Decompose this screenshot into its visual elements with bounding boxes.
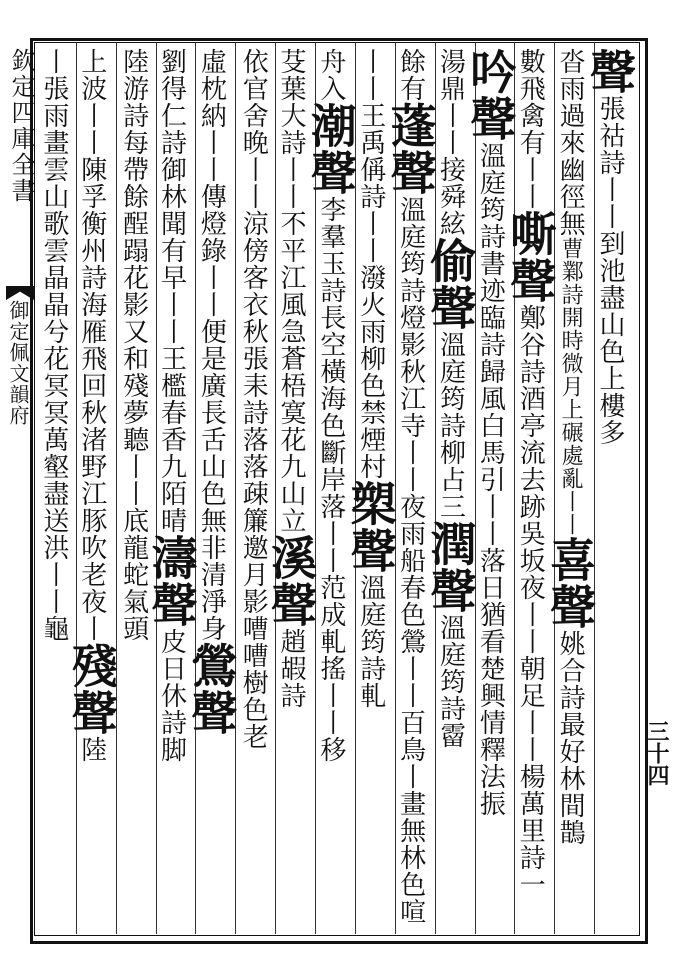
text-column	[383, 48, 438, 925]
headword: 鶯聲	[184, 642, 239, 736]
entry-text: 芟葉	[276, 48, 307, 102]
text-column	[463, 48, 518, 817]
headword: 濤聲	[144, 534, 199, 628]
entry-text: 軋搖丨丨移	[315, 628, 346, 763]
entry-text: 皮日休詩脚	[156, 628, 187, 763]
entry-text: 畫無林色喧	[395, 790, 426, 925]
entry-text: 朝足丨丨楊萬里詩一	[515, 655, 546, 898]
entry-text: 丨張雨畫雲山歌雲晶晶兮花冥冥萬壑盡送洪丨丨	[38, 48, 69, 615]
entry-text: 上波丨丨陳孚衡州詩海雁飛回秋渚野江豚吹老夜丨	[76, 48, 107, 642]
entry-text: 底龍蛇氣頭	[118, 507, 149, 642]
headword: 潮聲	[303, 102, 358, 196]
text-column	[184, 48, 239, 736]
entry-text: 龜	[38, 615, 69, 642]
text-column	[543, 48, 598, 846]
text-column	[303, 48, 358, 763]
entry-text: 姚合詩最好林間鵲	[555, 630, 586, 846]
entry-text: 溫庭筠詩書迹臨	[475, 142, 506, 331]
headword: 聲	[582, 48, 637, 95]
entry-text: 鄭谷詩酒亭流去跡吳坂夜丨丨	[515, 304, 546, 655]
book-title: 御定佩文韻府	[6, 300, 30, 426]
entry-text: 溫庭筠詩軋	[355, 574, 386, 709]
entry-text: 沓雨過來幽徑無	[555, 48, 586, 237]
entry-text: 劉得仁詩御林聞有早丨丨王檻春香九陌晴	[156, 48, 187, 534]
entry-text: 陸游詩每帶餘酲蹋花影又和殘夢聽丨丨	[118, 48, 149, 507]
entry-text: 樹色老	[238, 669, 269, 750]
text-column	[144, 48, 199, 763]
text-column	[64, 48, 119, 763]
entry-text: 數飛禽有丨丨	[515, 48, 546, 210]
entry-text: 依官舍晚丨丨涼傍客衣秋張耒詩落落疎簾邀月影嘈嘈	[238, 48, 269, 669]
text-column	[118, 48, 154, 642]
entry-text: 春色鶯丨丨百鳥丨	[395, 574, 426, 790]
entry-text: 張祜詩丨丨到池盡山色上樓多	[594, 95, 625, 446]
page-number: 三十四	[644, 720, 670, 786]
headword: 偷聲	[423, 237, 478, 331]
text-column	[264, 48, 319, 709]
text-column	[582, 48, 637, 446]
headword: 嘶聲	[503, 210, 558, 304]
entry-text: 大詩丨丨不平江風急蒼梧寞花九山立	[276, 102, 307, 534]
entry-text: 溫庭筠詩柳占三	[435, 331, 466, 520]
text-column	[237, 48, 273, 750]
text-column	[423, 48, 478, 749]
entry-text: 陸	[76, 736, 107, 763]
headword: 吟聲	[463, 48, 518, 142]
headword: 喜聲	[543, 536, 598, 630]
entry-text: 溫庭筠詩燈影秋江寺丨丨夜雨船	[395, 196, 426, 574]
entry-text: 溫庭筠詩霤	[435, 614, 466, 749]
entry-text: 虛枕納丨丨傳燈錄丨丨便是廣長舌山色無非清淨身	[196, 48, 227, 642]
entry-text: 趙嘏詩	[276, 628, 307, 709]
headword: 蓬聲	[383, 102, 438, 196]
text-column	[38, 48, 74, 642]
headword: 殘聲	[64, 642, 119, 736]
entry-text: 湯鼎丨丨接舜絃	[435, 48, 466, 237]
entry-text: 曹鄴詩開時微月上碾處亂丨丨	[558, 237, 584, 536]
entry-text: 舟入	[315, 48, 346, 102]
entry-text: 丨丨	[355, 48, 386, 102]
entry-text: 詩歸風白馬引丨丨落日猶看楚興情	[475, 331, 506, 736]
collection-title: 欽定四庫全書	[7, 48, 35, 204]
headword: 溪聲	[264, 534, 319, 628]
headword: 潤聲	[423, 520, 478, 614]
entry-text: 王禹偁詩丨丨潑火雨柳色禁煙村	[355, 102, 386, 480]
text-column	[503, 48, 558, 898]
entry-text: 餘有	[395, 48, 426, 102]
entry-text: 李羣玉詩長空橫海色斷岸落丨丨范成	[315, 196, 346, 628]
text-column	[343, 48, 398, 709]
entry-text: 釋法振	[475, 736, 506, 817]
headword: 槊聲	[343, 480, 398, 574]
